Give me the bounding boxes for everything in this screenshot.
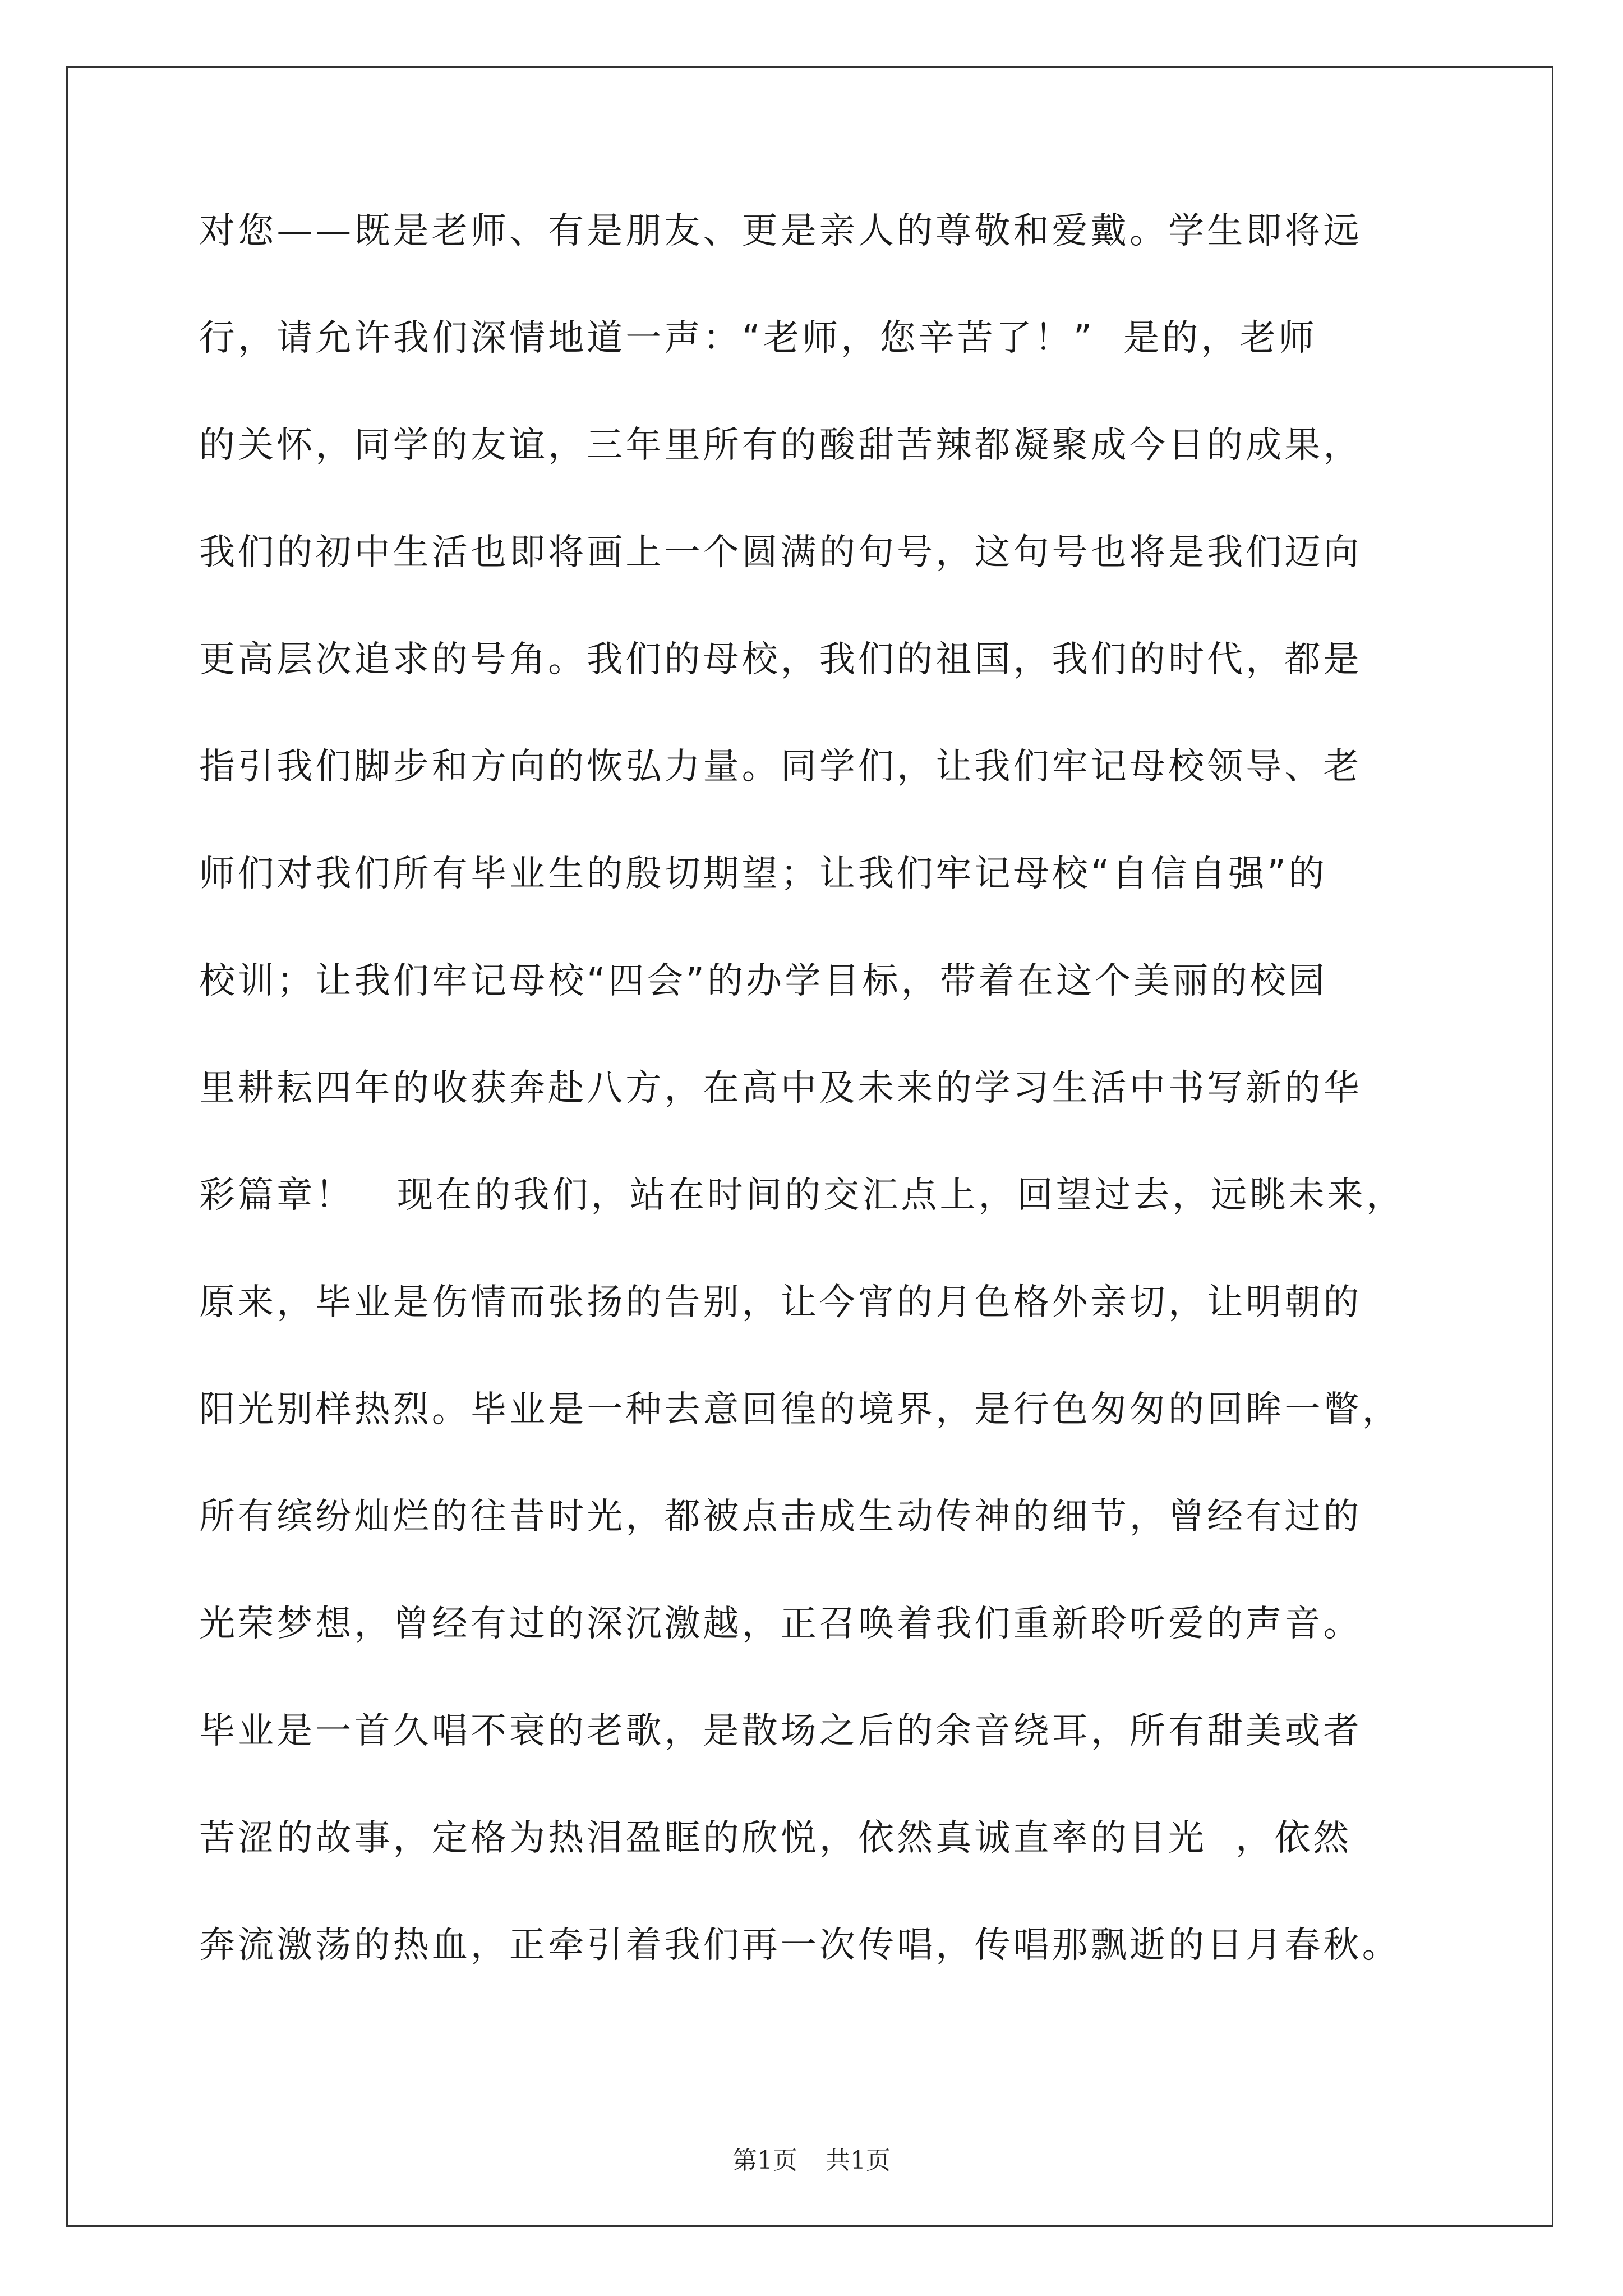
page-total: 共1页	[826, 2146, 891, 2175]
text-line: 光荣梦想，曾经有过的深沉激越，正召唤着我们重新聆听爱的声音。	[199, 1603, 1362, 1645]
text-line: 更高层次追求的号角。我们的母校，我们的祖国，我们的时代，都是	[199, 639, 1362, 680]
text-line: 指引我们脚步和方向的恢弘力量。同学们，让我们牢记母校领导、老	[199, 746, 1362, 788]
text-line: 我们的初中生活也即将画上一个圆满的句号，这句号也将是我们迈向	[199, 532, 1362, 573]
page-footer	[0, 2140, 1623, 2176]
text-line: 的关怀，同学的友谊，三年里所有的酸甜苦辣都凝聚成今日的成果，	[199, 425, 1362, 466]
text-line: 毕业是一首久唱不衰的老歌，是散场之后的余音绕耳，所有甜美或者	[199, 1710, 1362, 1752]
text-line: 阳光别样热烈。毕业是一种去意回徨的境界，是行色匆匆的回眸一瞥，	[199, 1389, 1401, 1430]
text-line: 所有缤纷灿烂的往昔时光，都被点击成生动传神的细节，曾经有过的	[199, 1496, 1362, 1538]
text-line: 里耕耘四年的收获奔赴八方，在高中及未来的学习生活中书写新的华	[199, 1068, 1362, 1109]
text-line: 苦涩的故事，定格为热泪盈眶的欣悦，依然真诚直率的目光 ，依然	[199, 1818, 1352, 1859]
page-number: 第1页	[732, 2146, 797, 2175]
text-line: 师们对我们所有毕业生的殷切期望；让我们牢记母校“自信自强”的	[199, 853, 1327, 895]
text-line: 奔流激荡的热血，正牵引着我们再一次传唱，传唱那飘逝的日月春秋。	[199, 1925, 1401, 1966]
document-body	[199, 210, 1433, 2035]
text-line: 对您——既是老师、有是朋友、更是亲人的尊敬和爱戴。学生即将远	[199, 210, 1362, 252]
text-line: 原来，毕业是伤情而张扬的告别，让今宵的月色格外亲切，让明朝的	[199, 1282, 1362, 1323]
text-line: 彩篇章！ 现在的我们，站在时间的交汇点上，回望过去，远眺未来，	[199, 1175, 1405, 1216]
text-line: 校训；让我们牢记母校“四会”的办学目标，带着在这个美丽的校园	[199, 960, 1327, 1002]
text-line: 行，请允许我们深情地道一声：“老师，您辛苦了！” 是的，老师	[199, 318, 1317, 359]
